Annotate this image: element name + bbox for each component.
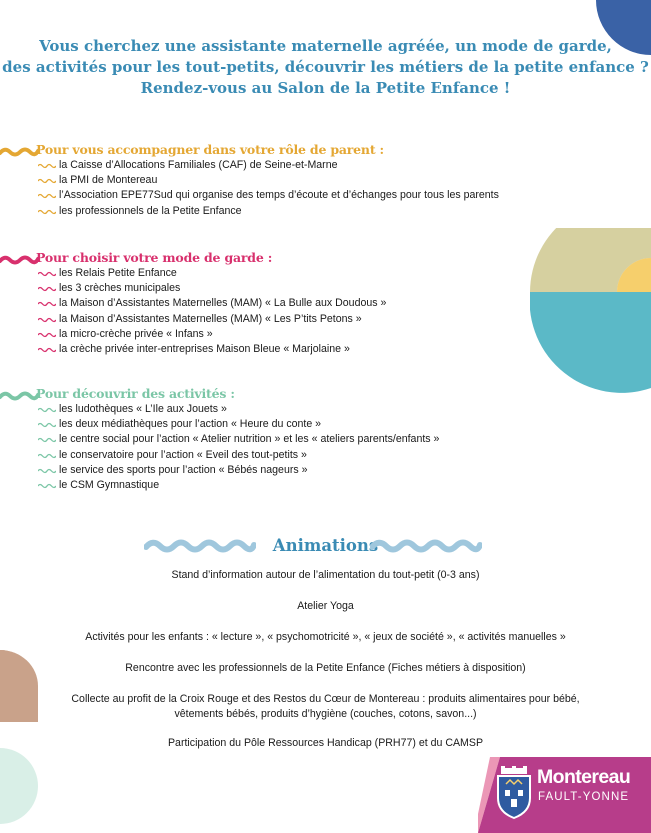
city-coat-of-arms-icon	[495, 766, 533, 820]
animation-item-collecte	[0, 692, 651, 722]
section-activites-title: Pour découvrir des activités :	[36, 386, 235, 401]
section-parent-heading	[0, 142, 560, 158]
list-item	[0, 266, 560, 281]
list-item-label: les ludothèques « L’Ile aux Jouets »	[59, 403, 227, 415]
orange-wave-bullet-icon	[38, 163, 56, 169]
animations-heading	[0, 533, 651, 561]
list-item	[0, 417, 560, 432]
section-activites-list	[0, 402, 560, 493]
section-activites-heading	[0, 386, 560, 402]
list-item-label: les 3 crèches municipales	[59, 282, 181, 295]
list-item-label: la PMI de Montereau	[59, 174, 158, 187]
green-wave-bullet-icon	[38, 407, 56, 413]
list-item	[0, 296, 560, 311]
list-item	[0, 158, 560, 173]
green-wave-bullet-icon	[38, 483, 56, 489]
pink-wave-bullet-icon	[38, 301, 56, 307]
animation-item: Stand d’information autour de l’alimentation du tout-petit (0-3 ans)	[171, 569, 480, 581]
pink-wave-bullet-icon	[38, 347, 56, 353]
animations-list	[0, 568, 651, 767]
pink-wave-bullet-icon	[38, 317, 56, 323]
list-item-label: le centre social pour l’action « Atelier nutrition » et les « ateliers parents/enfants »	[59, 433, 440, 446]
animation-item-line: Collecte au profit de la Croix Rouge et des Restos du Cœur de Montereau : produits alimentaires pour bébé,	[71, 693, 580, 705]
list-item	[0, 204, 560, 219]
list-item-label: la crèche privée inter-entreprises Maison Bleue « Marjolaine »	[59, 342, 350, 355]
list-item	[0, 342, 560, 357]
animation-item: Activités pour les enfants : « lecture », « psychomotricité », « jeux de société », « activités manuelles »	[85, 631, 566, 643]
animation-item: Rencontre avec les professionnels de la Petite Enfance (Fiches métiers à disposition)	[125, 662, 526, 674]
animation-item: Participation du Pôle Ressources Handicap (PRH77) et du CAMSP	[167, 737, 484, 749]
list-item-label: la micro-crèche privée « Infans »	[59, 327, 213, 340]
list-item-label: les deux médiathèques pour l’action « Heure du conte »	[59, 418, 322, 431]
list-item	[0, 432, 560, 447]
pink-wave-bullet-icon	[38, 286, 56, 292]
list-item-label: le conservatoire pour l’action « Eveil des tout-petits »	[59, 448, 307, 461]
list-item-label: la Caisse d’Allocations Familiales (CAF) de Seine-et-Marne	[59, 159, 338, 171]
list-item-label: le CSM Gymnastique	[59, 478, 160, 491]
green-wave-bullet-icon	[38, 437, 56, 443]
list-item	[0, 463, 560, 478]
list-item	[0, 188, 560, 203]
orange-wave-bullet-icon	[38, 193, 56, 199]
intro-line-1: Vous cherchez une assistante maternelle agréée, un mode de garde,	[39, 37, 612, 55]
list-item-label: la Maison d’Assistantes Maternelles (MAM) « Les P’tits Petons »	[59, 312, 362, 325]
orange-wave-bullet-icon	[38, 178, 56, 184]
list-item	[0, 478, 560, 493]
section-garde-title: Pour choisir votre mode de garde :	[36, 250, 273, 265]
list-item	[0, 327, 560, 342]
section-garde-list	[0, 266, 560, 357]
logo-subtitle: FAULT-YONNE	[538, 791, 630, 803]
intro-line-2: des activités pour les tout-petits, découvrir les métiers de la petite enfance ?	[2, 58, 649, 76]
animation-item: Atelier Yoga	[297, 600, 354, 612]
list-item-label: les Relais Petite Enfance	[59, 267, 177, 279]
orange-wave-icon	[0, 147, 38, 157]
list-item-label: la Maison d’Assistantes Maternelles (MAM) « La Bulle aux Doudous »	[59, 297, 387, 310]
green-wave-bullet-icon	[38, 453, 56, 459]
list-item	[0, 312, 560, 327]
list-item	[0, 173, 560, 188]
green-wave-icon	[0, 391, 38, 401]
animations-title: Animations	[272, 536, 379, 555]
list-item	[0, 402, 560, 417]
orange-wave-bullet-icon	[38, 209, 56, 215]
green-wave-bullet-icon	[38, 422, 56, 428]
green-wave-bullet-icon	[38, 468, 56, 474]
list-item-label: le service des sports pour l’action « Bébés nageurs »	[59, 463, 308, 476]
logo-name: Montereau	[537, 766, 631, 788]
section-parent	[0, 142, 560, 219]
animation-item-line: vêtements bébés, produits d’hygiène (couches, cotons, savon...)	[174, 708, 477, 720]
intro-line-3: Rendez-vous au Salon de la Petite Enfance !	[140, 79, 511, 97]
list-item	[0, 448, 560, 463]
list-item	[0, 281, 560, 296]
section-garde-heading	[0, 250, 560, 266]
section-activites	[0, 386, 560, 493]
list-item-label: les professionnels de la Petite Enfance	[59, 204, 242, 217]
right-wave-decoration-icon	[370, 537, 482, 555]
intro-heading	[0, 36, 651, 99]
pink-wave-bullet-icon	[38, 332, 56, 338]
section-parent-list	[0, 158, 560, 219]
pink-wave-icon	[0, 255, 38, 265]
pink-wave-bullet-icon	[38, 271, 56, 277]
section-parent-title: Pour vous accompagner dans votre rôle de parent :	[36, 142, 384, 157]
section-garde	[0, 250, 560, 357]
list-item-label: l’Association EPE77Sud qui organise des temps d’écoute et d’échanges pour tous les parents	[59, 189, 499, 202]
